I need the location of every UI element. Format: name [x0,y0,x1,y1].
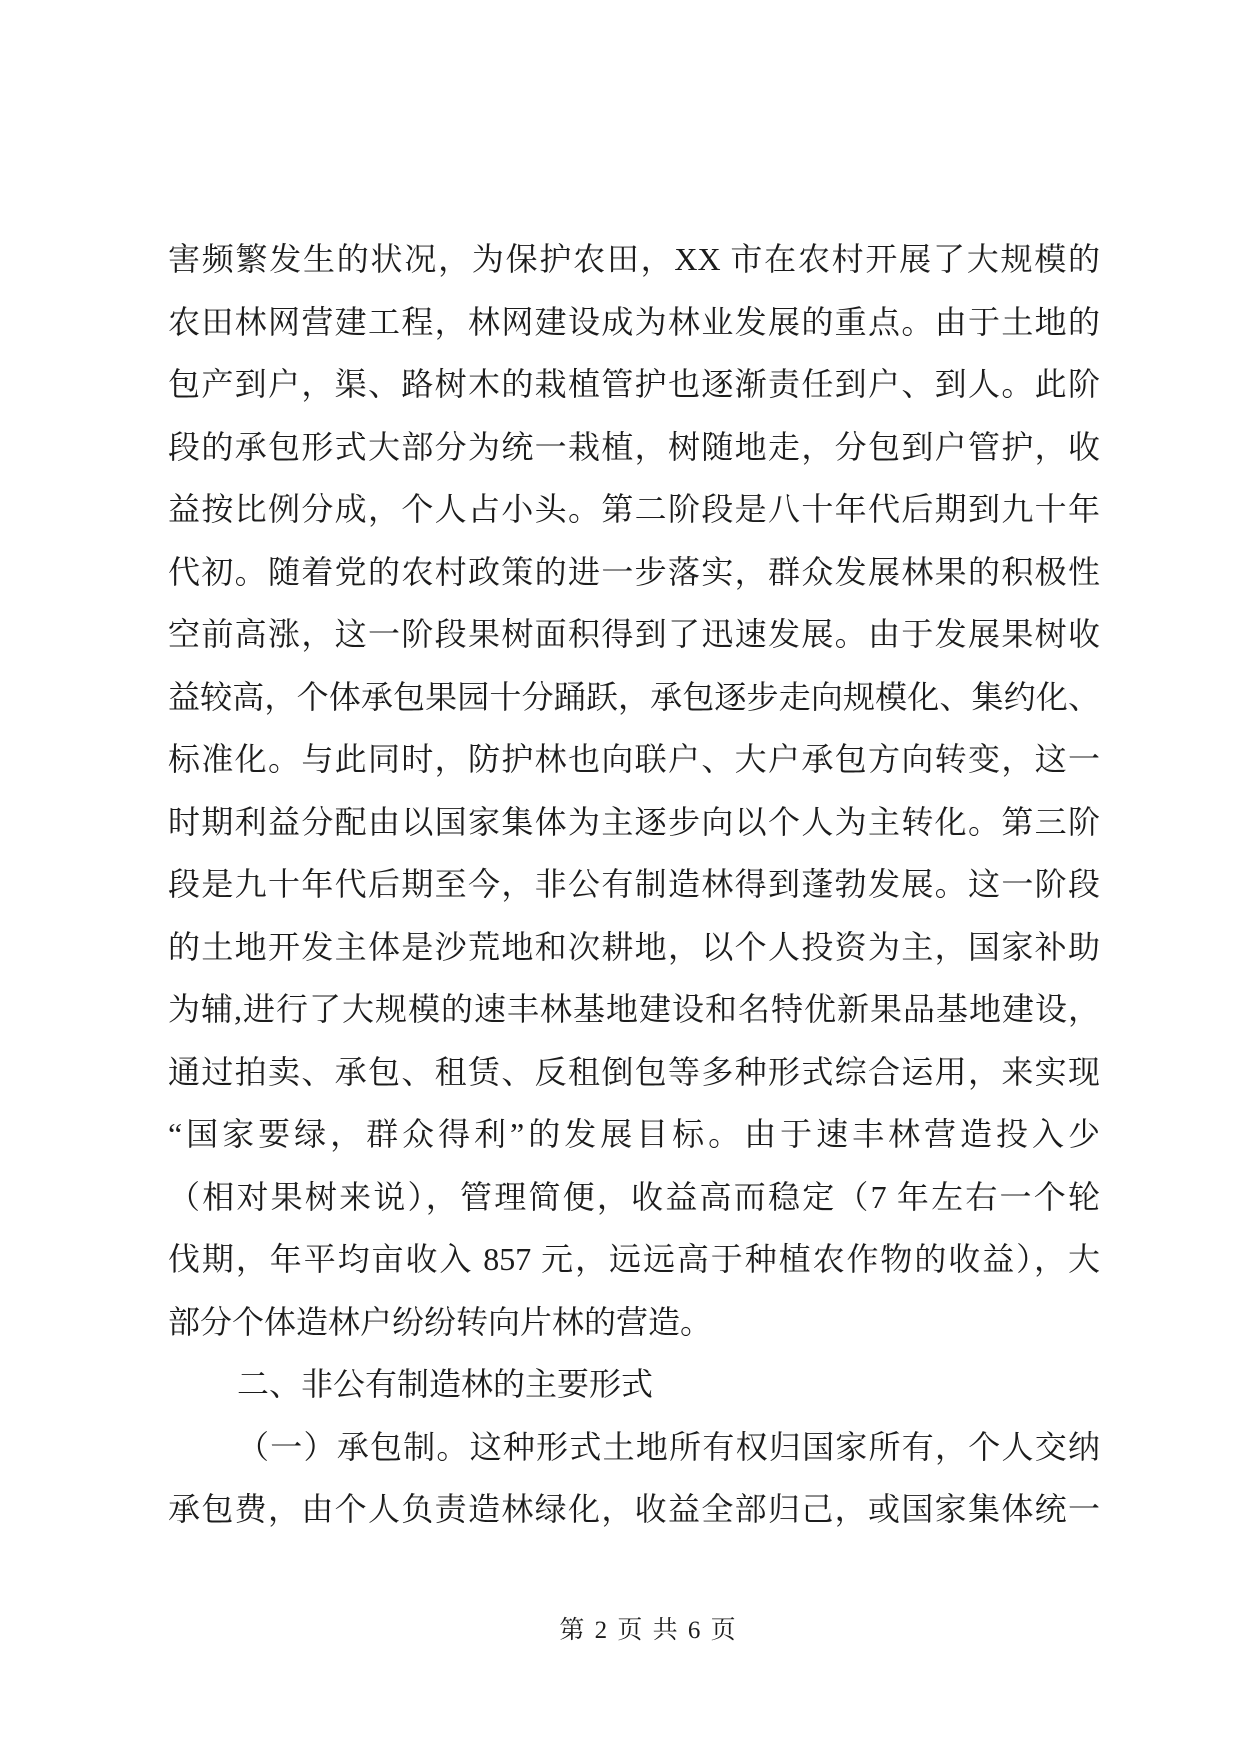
body-line: 承包费，由个人负责造林绿化，收益全部归己，或国家集体统一 [168,1491,1100,1527]
body-line: 标准化。与此同时，防护林也向联户、大户承包方向转变，这一 [168,741,1100,777]
document-body [168,228,1100,1541]
body-line: （相对果树来说），管理简便，收益高而稳定（7 年左右一个轮 [168,1178,1100,1215]
body-line: 包产到户，渠、路树木的栽植管护也逐渐责任到户、到人。此阶 [168,366,1100,402]
page-number-text: 第 2 页 共 6 页 [559,1617,738,1644]
body-line: 空前高涨，这一阶段果树面积得到了迅速发展。由于发展果树收 [168,616,1100,652]
body-line: 部分个体造林户纷纷转向片林的营造。 [168,1303,713,1340]
body-line: 段的承包形式大部分为统一栽植，树随地走，分包到户管护，收 [168,428,1100,465]
body-line: 伐期，年平均亩收入 857 元，远远高于种植农作物的收益），大 [168,1241,1100,1277]
section-heading-line: 二、非公有制造林的主要形式 [237,1366,654,1402]
body-line: 代初。随着党的农村政策的进一步落实，群众发展林果的积极性 [168,553,1100,590]
page-footer [28,1611,1241,1651]
body-line: 的土地开发主体是沙荒地和次耕地，以个人投资为主，国家补助 [168,928,1100,965]
body-line: 益较高，个体承包果园十分踊跃，承包逐步走向规模化、集约化、 [168,678,1100,715]
body-line: 段是九十年代后期至今，非公有制造林得到蓬勃发展。这一阶段 [168,866,1100,902]
body-line: （一）承包制。这种形式土地所有权归国家所有，个人交纳 [237,1428,1100,1465]
body-line: 时期利益分配由以国家集体为主逐步向以个人为主转化。第三阶 [168,803,1100,840]
body-line: “国家要绿，群众得利”的发展目标。由于速丰林营造投入少 [168,1116,1100,1152]
body-line: 为辅,进行了大规模的速丰林基地建设和名特优新果品基地建设， [168,991,1100,1027]
body-line: 农田林网营建工程，林网建设成为林业发展的重点。由于土地的 [168,303,1100,340]
body-line: 害频繁发生的状况，为保护农田，XX 市在农村开展了大规模的 [168,241,1100,277]
body-line: 益按比例分成，个人占小头。第二阶段是八十年代后期到九十年 [168,491,1100,527]
body-line: 通过拍卖、承包、租赁、反租倒包等多种形式综合运用，来实现 [168,1053,1100,1090]
